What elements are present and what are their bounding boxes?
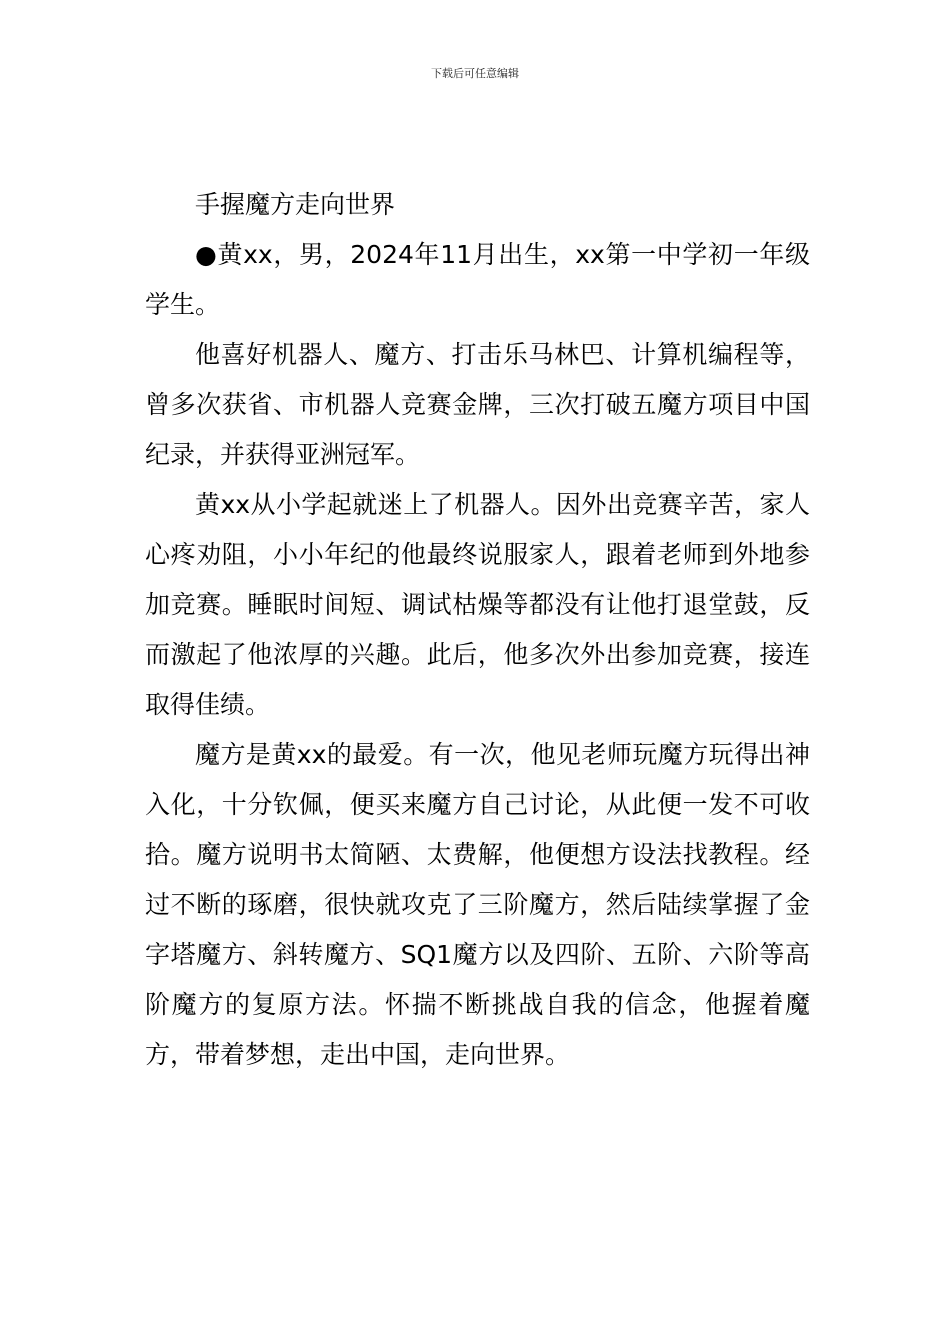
paragraph-robots: 黄xx从小学起就迷上了机器人。因外出竞赛辛苦，家人心疼劝阻，小小年纪的他最终说服家人，跟着老师到外地参加竞赛。睡眠时间短、调试枯燥等都没有让他打退堂鼓，反而激起了他浓厚的兴趣。此后，他多次外出参加竞赛，接连取得佳绩。: [145, 490, 810, 719]
document-body: [145, 180, 810, 1080]
paragraph-cube: 魔方是黄xx的最爱。有一次，他见老师玩魔方玩得出神入化，十分钦佩，便买来魔方自己讨论，从此便一发不可收拾。魔方说明书太简陋、太费解，他便想方设法找教程。经过不断的琢磨，很快就攻克了三阶魔方，然后陆续掌握了金字塔魔方、斜转魔方、SQ1魔方以及四阶、五阶、六阶等高阶魔方的复原方法。怀揣不断挑战自我的信念，他握着魔方，带着梦想，走出中国，走向世界。: [145, 740, 810, 1069]
page-header: 下载后可任意编辑: [431, 67, 519, 80]
article-title: 手握魔方走向世界: [195, 190, 396, 219]
paragraph-bio: ●黄xx，男，2024年11月出生，xx第一中学初一年级学生。: [145, 240, 810, 319]
paragraph-hobbies: 他喜好机器人、魔方、打击乐马林巴、计算机编程等，曾多次获省、市机器人竞赛金牌，三次打破五魔方项目中国纪录，并获得亚洲冠军。: [145, 340, 810, 469]
